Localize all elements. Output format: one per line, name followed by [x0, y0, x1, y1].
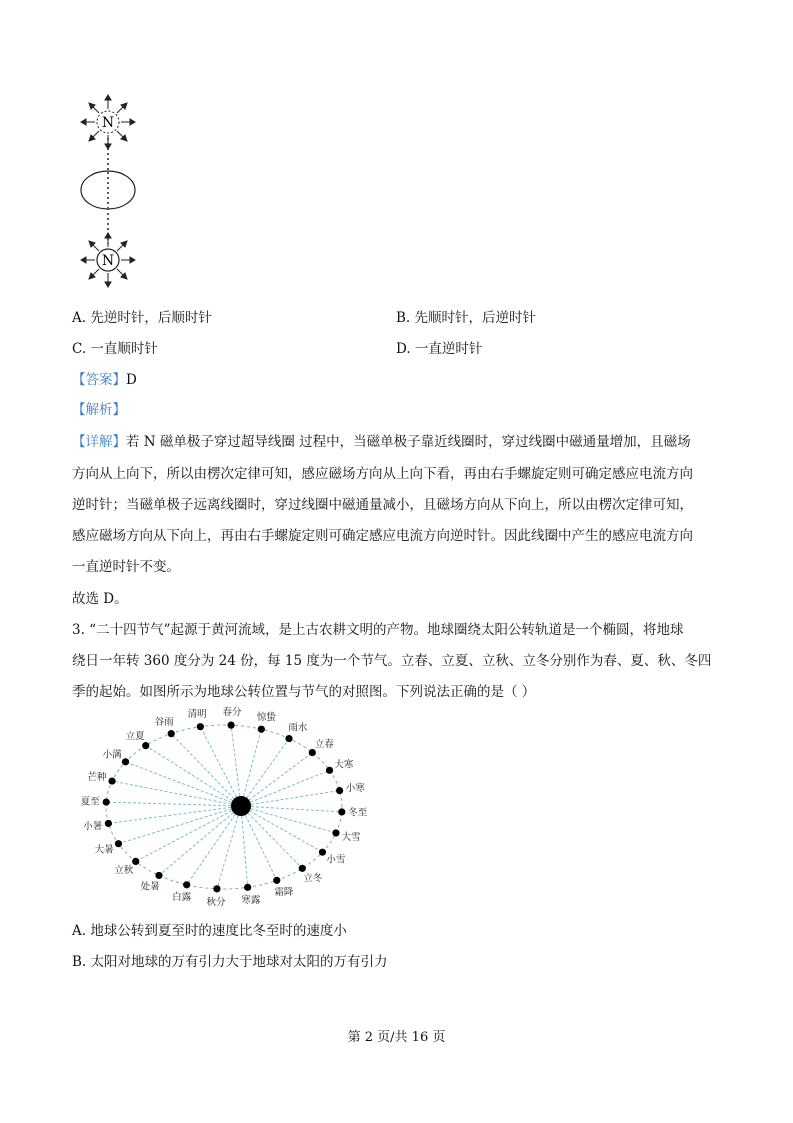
q3-option-b: B. 太阳对地球的万有引力大于地球对太阳的万有引力: [72, 954, 388, 970]
ray-19: [112, 781, 241, 806]
sun: [231, 796, 251, 816]
term-label-11: 寒露: [241, 895, 261, 907]
term-label-22: 谷雨: [154, 717, 174, 729]
term-dot-1: [258, 726, 265, 733]
term-label-14: 处暑: [140, 881, 160, 893]
term-label-16: 大暑: [94, 844, 114, 856]
ray-group: [106, 725, 342, 889]
term-dot-14: [155, 872, 162, 879]
term-dot-15: [132, 858, 139, 865]
detail-line-5: 一直逆时针不变。: [72, 559, 180, 575]
lower-compass-letter: N: [101, 253, 115, 269]
detail-line-4: 感应磁场方向从下向上，再由右手螺旋定则可确定感应电流方向逆时针。因此线圈中产生的感应电流方向: [72, 528, 693, 544]
term-label-19: 芒种: [87, 771, 107, 783]
term-label-2: 雨水: [288, 722, 308, 734]
term-dot-18: [103, 798, 110, 805]
ray-17: [108, 806, 241, 823]
term-label-8: 小雪: [326, 854, 346, 866]
page-footer: 第 2 页/共 16 页: [347, 1030, 446, 1045]
ray-4: [241, 770, 330, 806]
upper-compass-letter: N: [101, 115, 115, 131]
term-dot-20: [122, 758, 129, 765]
q3-stem-line-3: 季的起始。如图所示为地球公转位置与节气的对照图。下列说法正确的是（ ）: [72, 684, 536, 700]
ray-21: [146, 746, 241, 806]
conclusion: 故选 D。: [72, 591, 128, 607]
term-label-13: 白露: [172, 892, 192, 904]
term-label-3: 立春: [314, 738, 334, 750]
ray-12: [217, 806, 241, 889]
term-label-23: 清明: [187, 708, 207, 720]
ray-10: [241, 806, 277, 880]
detail-tag: 【详解】: [72, 434, 126, 450]
ray-0: [231, 725, 241, 806]
term-label-7: 大雪: [341, 832, 361, 844]
term-dot-19: [108, 777, 115, 784]
term-dot-21: [142, 742, 149, 749]
term-label-20: 小满: [102, 749, 122, 761]
term-dot-10: [273, 877, 280, 884]
term-dot-2: [285, 735, 292, 742]
ray-5: [241, 791, 340, 806]
ray-20: [126, 762, 241, 806]
term-dot-13: [183, 881, 190, 888]
analysis-tag: 【解析】: [72, 402, 126, 418]
term-label-10: 霜降: [274, 886, 294, 898]
ray-16: [118, 806, 241, 844]
term-dot-6: [338, 808, 345, 815]
term-label-0: 春分: [222, 707, 242, 719]
ray-23: [200, 727, 241, 806]
option-a: A. 先逆时针，后顺时针: [72, 310, 212, 326]
term-label-1: 惊蛰: [256, 711, 276, 723]
term-label-18: 夏至: [80, 796, 100, 808]
term-label-21: 立夏: [125, 730, 145, 742]
term-label-6: 冬至: [348, 807, 368, 819]
option-d: D. 一直逆时针: [396, 341, 483, 357]
upper-compass-icon: [81, 95, 135, 149]
ray-22: [171, 734, 241, 806]
term-label-15: 立秋: [114, 865, 134, 877]
q3-stem-line-1: 3. “二十四节气”起源于黄河流域，是上古农耕文明的产物。地球圈绕太阳公转轨道是一个椭圆，将地球: [72, 622, 684, 638]
answer-line: [72, 368, 137, 388]
monopole-coil-figure: [74, 92, 144, 292]
answer-tag: 【答案】: [72, 372, 126, 388]
ray-11: [241, 806, 248, 887]
ray-15: [136, 806, 241, 861]
term-dot-22: [168, 730, 175, 737]
term-dot-4: [326, 767, 333, 774]
ray-6: [241, 806, 342, 812]
detail-line-2: 方向从上向下，所以由楞次定律可知，感应磁场方向从上向下看，再由右手螺旋定则可确定感应电流方向: [72, 466, 693, 482]
term-label-12: 秋分: [206, 896, 226, 908]
term-dot-8: [319, 849, 326, 856]
ray-3: [241, 753, 312, 806]
term-dot-5: [336, 787, 343, 794]
term-dot-7: [332, 829, 339, 836]
ray-18: [106, 802, 241, 806]
option-b: B. 先顺时针，后逆时针: [396, 310, 537, 326]
solar-terms-orbit-figure: [74, 698, 384, 908]
term-dot-9: [299, 865, 306, 872]
term-label-5: 小寒: [345, 782, 365, 794]
answer-value: D: [126, 372, 137, 388]
term-dot-17: [105, 820, 112, 827]
term-dot-23: [197, 723, 204, 730]
ray-1: [241, 729, 261, 806]
q3-option-a: A. 地球公转到夏至时的速度比冬至时的速度小: [72, 923, 347, 939]
term-dot-0: [227, 722, 234, 729]
detail-line-1: 【详解】若 N 磁单极子穿过超导线圈 过程中，当磁单极子靠近线圈时，穿过线圈中磁通量增加，且磁场: [72, 434, 691, 450]
detail-line-3: 逆时针；当磁单极子远离线圈时，穿过线圈中磁通量减小，且磁场方向从下向上，所以由楞次定律可知，: [72, 497, 693, 513]
term-dot-group: [103, 722, 346, 893]
lower-compass-icon: [81, 233, 135, 287]
term-label-group: [81, 706, 368, 908]
term-label-17: 小暑: [83, 821, 103, 833]
q3-stem-line-2: 绕日一年转 360 度分为 24 份，每 15 度为一个节气。立春、立夏、立秋、立冬分别作为春、夏、秋、冬四: [72, 653, 712, 669]
term-dot-11: [244, 884, 251, 891]
term-dot-3: [309, 749, 316, 756]
ray-9: [241, 806, 302, 868]
ray-8: [241, 806, 322, 852]
ray-7: [241, 806, 336, 833]
term-dot-16: [115, 840, 122, 847]
option-c: C. 一直顺时针: [72, 341, 158, 357]
term-dot-12: [213, 885, 220, 892]
term-label-4: 大寒: [334, 759, 354, 771]
term-label-9: 立冬: [303, 873, 323, 885]
